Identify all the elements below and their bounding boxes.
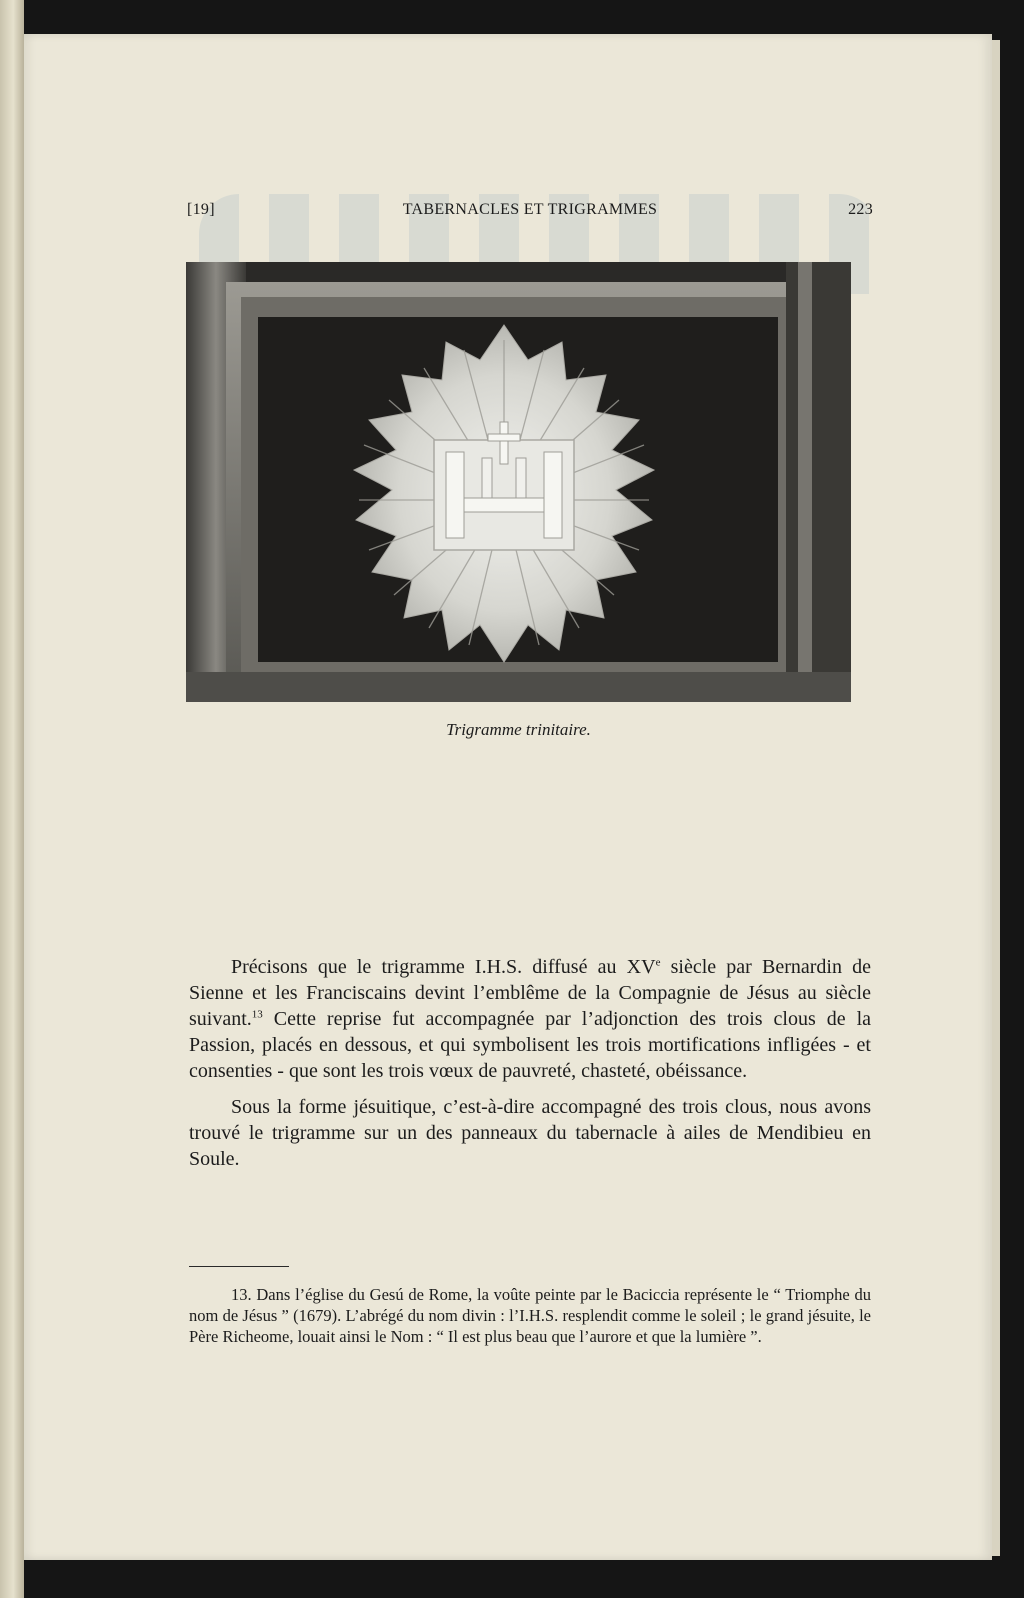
century-superscript: e <box>655 956 661 969</box>
trigram-photograph <box>186 262 851 702</box>
footnote-13: 13. Dans l’église du Gesú de Rome, la voûte peinte par le Baciccia représente le “ Triomphe du nom de Jésus ” (1679). L’abrégé du nom divin : l’I.H.S. resplendit comme le soleil ; le grand jésuite, le Père Richeome, louait ainsi le Nom : “ Il est plus beau que l’aurore et que la lumière ”. <box>189 1285 871 1346</box>
footnote-reference[interactable]: 13 <box>251 1008 263 1021</box>
p1-text-a: Précisons que le trigramme I.H.S. diffusé au XV <box>231 956 656 978</box>
previous-page-edge <box>0 0 24 1598</box>
body-text <box>189 954 871 1182</box>
p1-text-b: siècle par Bernardin de Sienne et les Franciscains devint l’emblême de la Compagnie de Jésus au siècle suivant. <box>189 956 872 1030</box>
figure-caption: Trigramme trinitaire. <box>446 720 591 739</box>
section-number: [19] <box>187 201 215 218</box>
page-right-edge <box>992 40 1000 1556</box>
book-page <box>24 34 992 1560</box>
footnote-rule <box>189 1266 289 1267</box>
running-title: TABERNACLES ET TRIGRAMMES <box>402 201 658 218</box>
paragraph-1 <box>189 954 871 1084</box>
photo-illustration <box>186 262 851 702</box>
running-head <box>187 201 873 227</box>
page-number: 223 <box>848 201 873 218</box>
paragraph-2: Sous la forme jésuitique, c’est-à-dire accompagné des trois clous, nous avons trouvé le trigramme sur un des panneaux du tabernacle à ailes de Mendibieu en Soule. <box>189 1096 871 1170</box>
p1-text-c: Cette reprise fut accompagnée par l’adjonction des trois clous de la Passion, placés en dessous, et qui symbolisent les trois mortifications infligées - et consenties - que sont les trois vœux de pauvreté, chasteté, obéissance. <box>189 1008 871 1082</box>
